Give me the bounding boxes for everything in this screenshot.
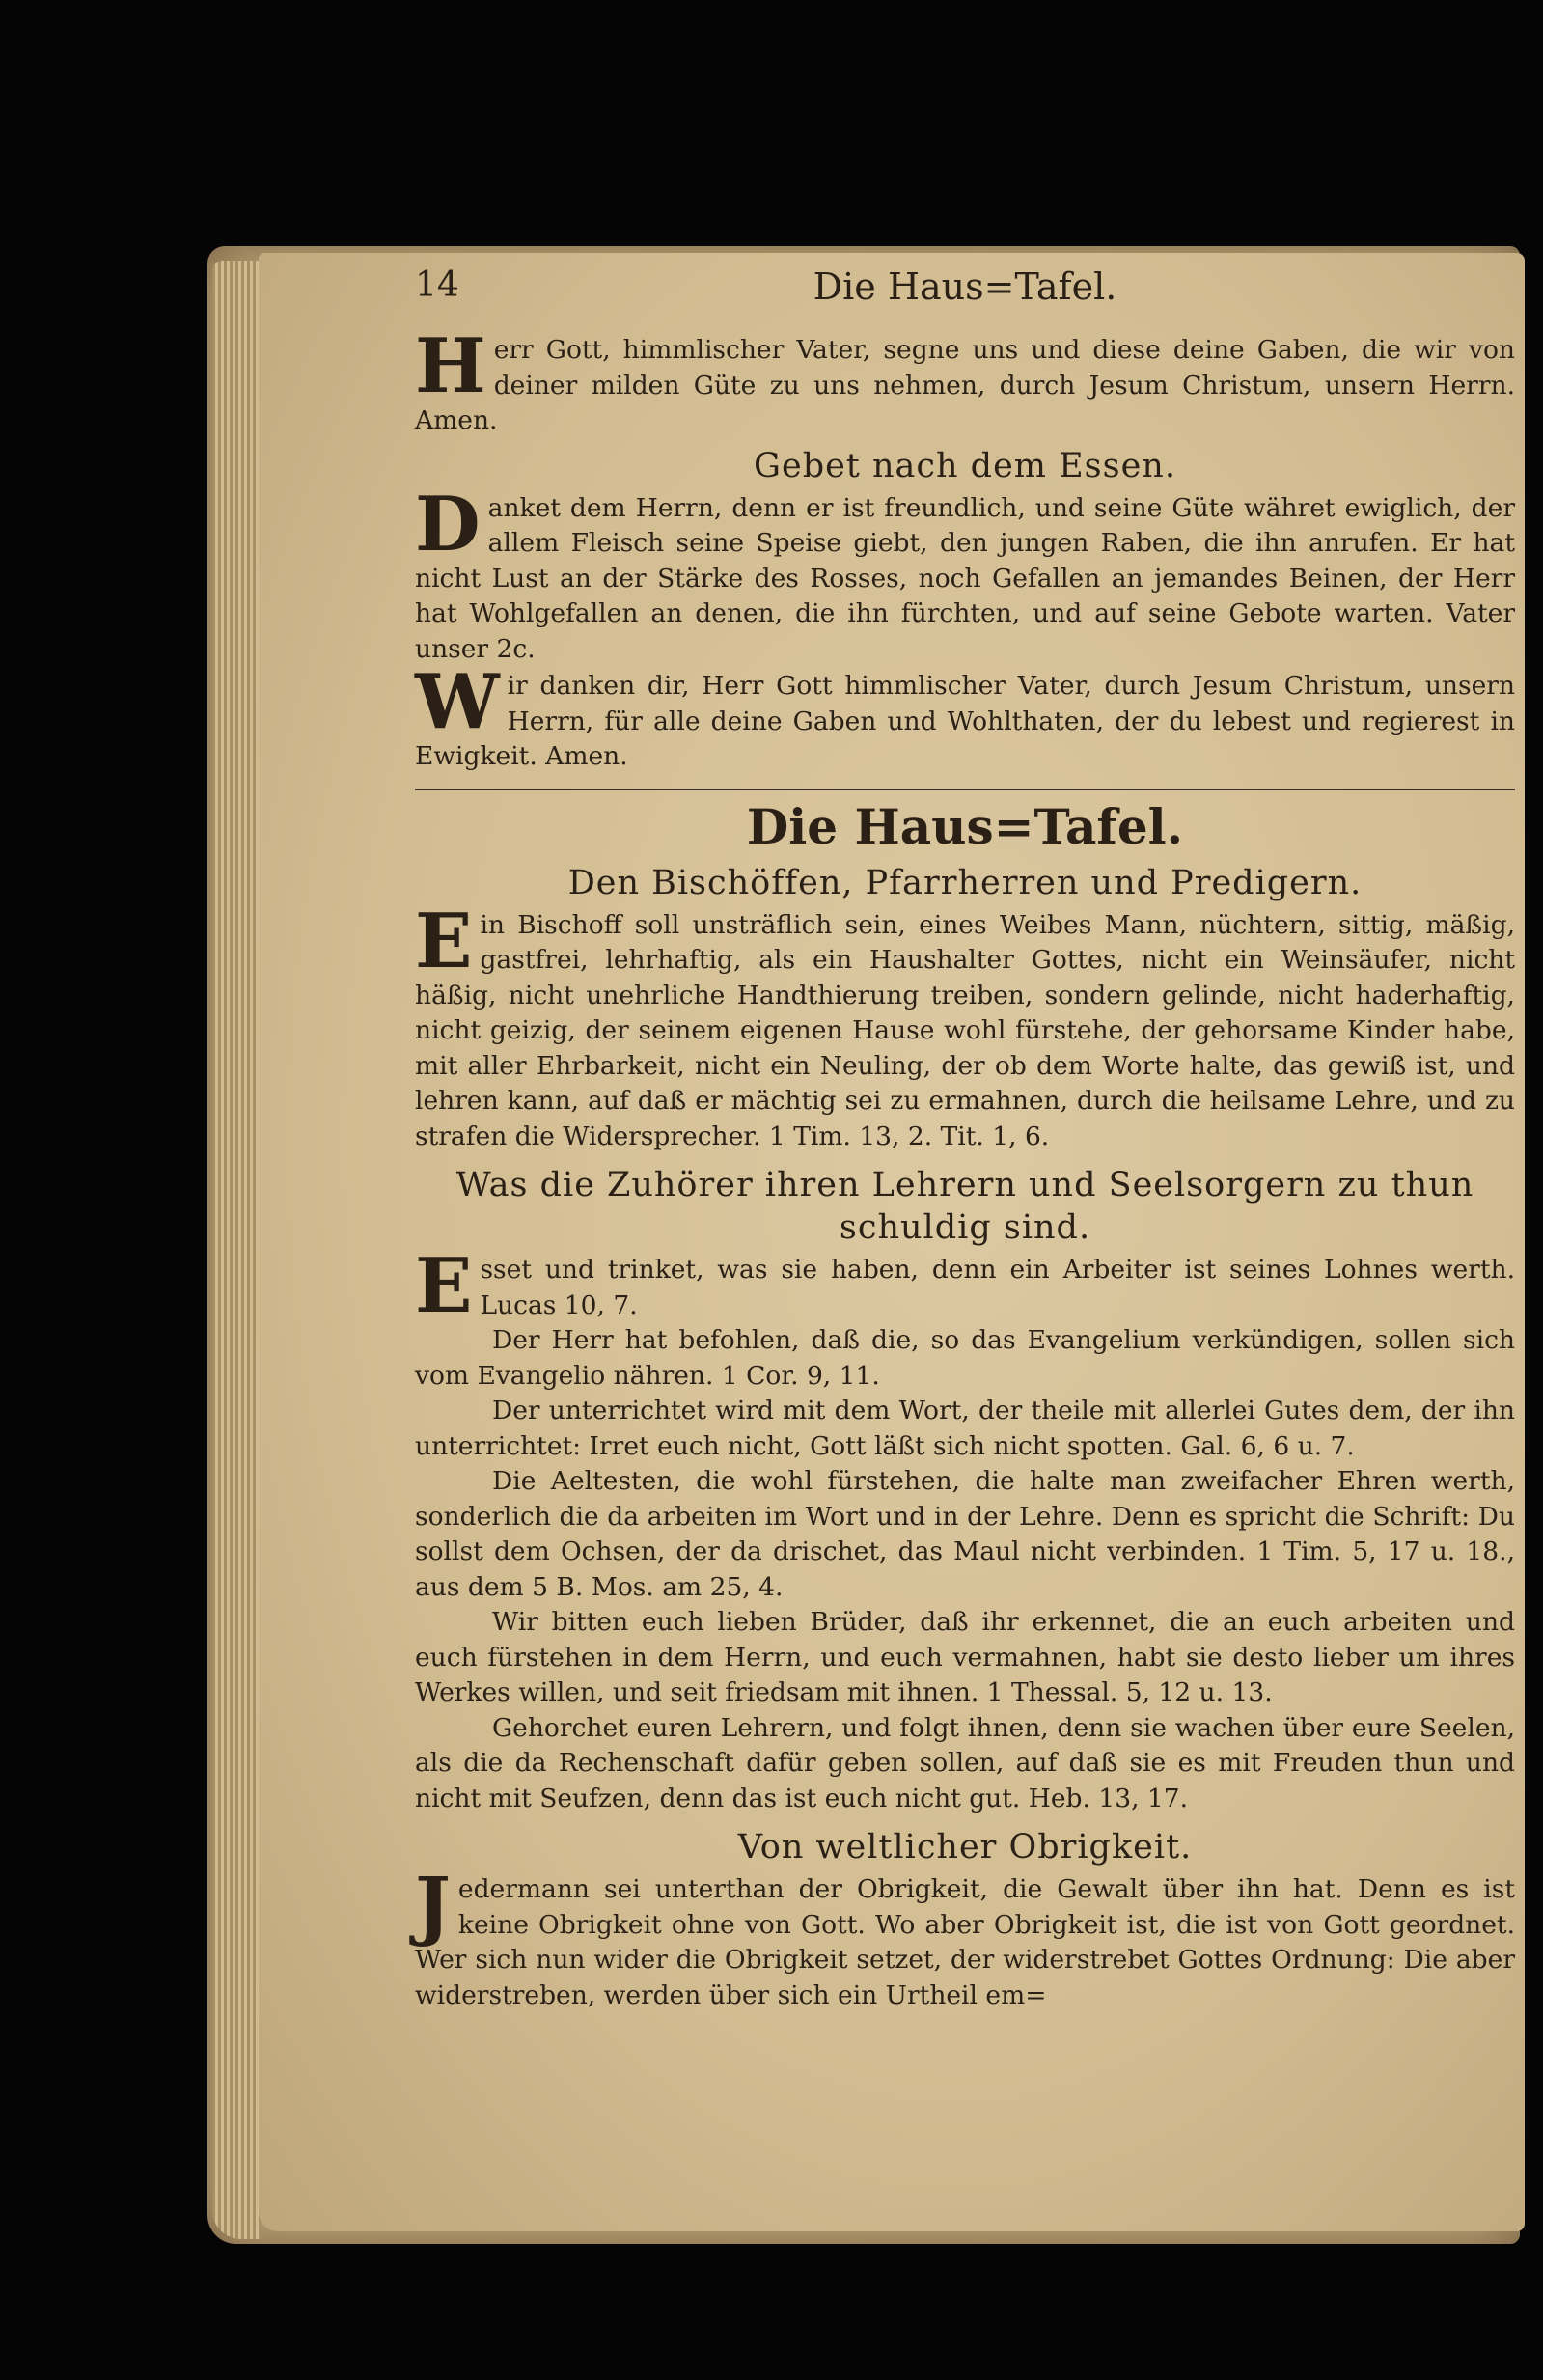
running-title: Die Haus=Tafel. (813, 265, 1117, 308)
section-heading-bishops: Den Bischöffen, Pfarrherren und Predigern. (567, 863, 1363, 902)
prayer-after-meal-2 (415, 658, 1515, 775)
bishops-paragraph (415, 897, 1515, 1155)
paragraph-text: sset und trinket, was sie haben, denn ein Arbeiter ist seines Lohnes werth. Lucas 10, 7. (480, 1255, 1515, 1320)
prayer-after-meal-1 (415, 480, 1515, 668)
dropcap: J (415, 1862, 451, 1950)
prayer-before-meal (415, 322, 1515, 439)
dropcap: E (415, 1242, 473, 1330)
paragraph-text: anket dem Herrn, denn er ist freundlich, und seine Güte währet ewiglich, der allem Fleisch seine Speise giebt, den jungen Raben, die ihn anrufen. Er hat nicht Lust an der Stärke des Rosses, noch Gefallen an jemandes Beinen, der Herr hat Wohlgefallen an denen, die ihn fürchten, und auf seine Gebote warten. Vater unser 2c. (415, 492, 1515, 664)
heading-line-1: Was die Zuhörer ihren Lehrern und Seelsorgern zu thun (455, 1166, 1474, 1204)
paragraph-text: edermann sei unterthan der Obrigkeit, die Gewalt über ihn hat. Denn es ist keine Obrigkeit ohne von Gott. Wo aber Obrigkeit ist, die ist von Gott geordnet. Wer sich nun wider die Obrigkeit setzet, der widerstrebet Gottes Ordnung: Die aber widerstreben, werden über sich ein Urtheil em= (415, 1874, 1515, 2010)
section-heading-listeners (415, 1164, 1515, 1249)
listeners-paragraph-3: Der unterrichtet wird mit dem Wort, der theile mit allerlei Gutes dem, der ihn unterrichtet: Irret euch nicht, Gott läßt sich nicht spotten. Gal. 6, 6 u. 7. (415, 1396, 1515, 1461)
listeners-paragraph-4: Die Aeltesten, die wohl fürstehen, die halte man zweifacher Ehren werth, sonderlich die da arbeiten im Wort und in der Lehre. Denn es spricht die Schrift: Du sollst dem Ochsen, der da drischet, das Maul nicht verbinden. 1 Tim. 5, 17 u. 18., aus dem 5 B. Mos. am 25, 4. (415, 1466, 1515, 1602)
haustafel-title: Die Haus=Tafel. (746, 797, 1184, 855)
listeners-paragraph-5: Wir bitten euch lieben Brüder, daß ihr erkennet, die an euch arbeiten und euch fürstehen in dem Herrn, und euch vermahnen, habt sie desto lieber um ihres Werkes willen, und seit friedsam mit ihnen. 1 Thessal. 5, 12 u. 13. (415, 1607, 1515, 1707)
listeners-paragraph-2: Der Herr hat befohlen, daß die, so das Evangelium verkündigen, sollen sich vom Evangelio nähren. 1 Cor. 9, 11. (415, 1325, 1515, 1391)
page-number: 14 (415, 265, 459, 305)
running-head (415, 265, 1515, 327)
page-edges (212, 261, 261, 2239)
dropcap: E (415, 897, 473, 985)
page-content (415, 265, 1515, 2013)
dropcap: H (415, 322, 486, 410)
heading-line-2: schuldig sind. (839, 1208, 1091, 1247)
dropcap: D (415, 480, 481, 568)
section-heading-authority: Von weltlicher Obrigkeit. (737, 1828, 1193, 1867)
paragraph-text: in Bischoff soll unsträflich sein, eines Weibes Mann, nüchtern, sittig, mäßig, gastfrei, lehrhaftig, als ein Haushalter Gottes, nicht ein Weinsäufer, nicht häßig, nicht unehrliche Handthierung treiben, sondern gelinde, nicht haderhaftig, nicht geizig, der seinem eigenen Hause wohl fürstehe, der gehorsame Kinder habe, mit aller Ehrbarkeit, nicht ein Neuling, der ob dem Worte halte, das gewiß ist, und lehren kann, auf daß er mächtig sei zu ermahnen, durch die heilsame Lehre, und zu strafen die Widersprecher. 1 Tim. 13, 2. Tit. 1, 6. (415, 909, 1515, 1151)
listeners-paragraph-1 (415, 1242, 1515, 1330)
section-divider (415, 789, 1515, 790)
authority-paragraph (415, 1862, 1515, 2013)
listeners-paragraph-6: Gehorchet euren Lehrern, und folgt ihnen, denn sie wachen über eure Seelen, als die da Rechenschaft dafür geben sollen, auf daß sie es mit Freuden thun und nicht mit Seufzen, denn das ist euch nicht gut. Heb. 13, 17. (415, 1712, 1515, 1813)
paragraph-text: ir danken dir, Herr Gott himmlischer Vater, durch Jesum Christum, unsern Herrn, für alle deine Gaben und Wohlthaten, der du lebest und regierest in Ewigkeit. Amen. (415, 671, 1515, 771)
paragraph-text: err Gott, himmlischer Vater, segne uns und diese deine Gaben, die wir von deiner milden Güte zu uns nehmen, durch Jesum Christum, unsern Herrn. Amen. (415, 335, 1515, 435)
dropcap: W (415, 658, 500, 746)
section-heading-after-meal: Gebet nach dem Essen. (754, 446, 1176, 485)
